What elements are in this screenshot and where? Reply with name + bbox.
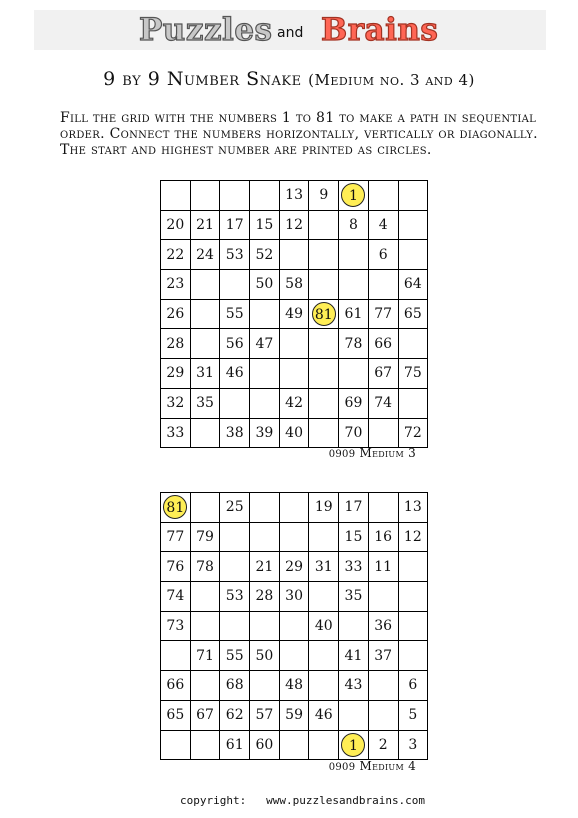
grid-cell[interactable]	[309, 418, 339, 448]
grid-cell[interactable]: 64	[398, 270, 428, 300]
grid-cell[interactable]	[190, 181, 220, 211]
grid-cell[interactable]: 77	[161, 522, 191, 552]
grid-cell[interactable]: 70	[339, 418, 369, 448]
grid-cell[interactable]: 24	[190, 240, 220, 270]
puzzle-grid-medium-3	[160, 180, 428, 448]
grid-cell[interactable]	[279, 730, 309, 760]
grid-cell[interactable]	[309, 210, 339, 240]
circled-number: 1	[341, 733, 365, 757]
grid-cell[interactable]: 36	[368, 611, 398, 641]
grid-cell[interactable]: 12	[279, 210, 309, 240]
grid-cell[interactable]	[309, 388, 339, 418]
grid-cell[interactable]: 21	[250, 552, 280, 582]
grid-cell[interactable]	[161, 181, 191, 211]
grid-cell[interactable]: 48	[279, 671, 309, 701]
grid-cell[interactable]	[220, 611, 250, 641]
grid-cell[interactable]: 3	[398, 730, 428, 760]
grid-cell[interactable]: 52	[250, 240, 280, 270]
grid-cell[interactable]	[309, 582, 339, 612]
circled-number: 1	[341, 183, 365, 207]
grid-cell[interactable]	[368, 181, 398, 211]
grid-cell[interactable]: 79	[190, 522, 220, 552]
grid-cell[interactable]	[368, 700, 398, 730]
grid-cell[interactable]	[220, 522, 250, 552]
grid-cell[interactable]: 42	[279, 388, 309, 418]
grid-cell[interactable]: 17	[339, 493, 369, 523]
grid-cell[interactable]	[250, 611, 280, 641]
grid-cell[interactable]: 29	[161, 359, 191, 389]
grid-cell[interactable]: 11	[368, 552, 398, 582]
grid-cell[interactable]	[190, 611, 220, 641]
grid-row	[161, 329, 428, 359]
grid-cell[interactable]: 4	[368, 210, 398, 240]
grid-cell[interactable]	[339, 611, 369, 641]
grid-cell[interactable]: 57	[250, 700, 280, 730]
grid-cell[interactable]	[250, 522, 280, 552]
grid-cell[interactable]	[309, 359, 339, 389]
grid-cell[interactable]: 41	[339, 641, 369, 671]
grid-cell[interactable]: 46	[309, 700, 339, 730]
grid-cell[interactable]: 53	[220, 582, 250, 612]
grid-cell[interactable]: 20	[161, 210, 191, 240]
grid-cell[interactable]: 22	[161, 240, 191, 270]
puzzle-caption-medium-4	[300, 759, 416, 773]
grid-cell[interactable]: 49	[279, 299, 309, 329]
grid-cell[interactable]	[339, 181, 369, 211]
grid-cell[interactable]	[309, 270, 339, 300]
grid-cell[interactable]	[161, 641, 191, 671]
circled-number: 81	[312, 302, 336, 326]
grid-cell[interactable]: 13	[279, 181, 309, 211]
grid-cell[interactable]: 31	[190, 359, 220, 389]
grid-cell[interactable]: 78	[339, 329, 369, 359]
grid-cell[interactable]	[279, 641, 309, 671]
grid-cell[interactable]: 12	[398, 522, 428, 552]
grid-cell[interactable]	[309, 641, 339, 671]
grid-cell[interactable]	[190, 493, 220, 523]
grid-cell[interactable]: 47	[250, 329, 280, 359]
grid-cell[interactable]: 33	[339, 552, 369, 582]
grid-row	[161, 240, 428, 270]
puzzle-caption-medium-3	[300, 446, 416, 460]
grid-cell[interactable]: 77	[368, 299, 398, 329]
grid-cell[interactable]	[368, 270, 398, 300]
grid-cell[interactable]: 65	[398, 299, 428, 329]
grid-cell[interactable]	[279, 329, 309, 359]
grid-cell[interactable]	[250, 359, 280, 389]
grid-cell[interactable]	[398, 181, 428, 211]
grid-cell[interactable]	[309, 671, 339, 701]
puzzle-label: Medium 3	[359, 446, 416, 460]
logo-and: and	[277, 25, 304, 41]
grid-cell[interactable]: 38	[220, 418, 250, 448]
grid-cell[interactable]: 68	[220, 671, 250, 701]
grid-row	[161, 493, 428, 523]
grid-cell[interactable]	[398, 611, 428, 641]
grid-cell[interactable]: 6	[368, 240, 398, 270]
grid-row	[161, 641, 428, 671]
grid-cell[interactable]	[339, 700, 369, 730]
grid-cell[interactable]: 8	[339, 210, 369, 240]
logo-puzzles: Puzzles	[139, 12, 273, 48]
grid-cell[interactable]: 55	[220, 299, 250, 329]
grid-cell[interactable]	[279, 359, 309, 389]
instruction-line: Fill the grid with the numbers 1 to 81 to make a path in sequential	[60, 110, 537, 126]
grid-cell[interactable]	[279, 611, 309, 641]
grid-cell[interactable]	[309, 299, 339, 329]
grid-cell[interactable]: 50	[250, 641, 280, 671]
grid-row	[161, 359, 428, 389]
grid-cell[interactable]	[161, 493, 191, 523]
instruction-line: order. Connect the numbers horizontally, vertically or diagonally.	[60, 126, 538, 142]
grid-cell[interactable]	[250, 671, 280, 701]
page-title	[0, 68, 578, 90]
grid-cell[interactable]	[309, 730, 339, 760]
copyright-label: copyright:	[180, 794, 247, 807]
grid-cell[interactable]: 15	[339, 522, 369, 552]
grid-cell[interactable]	[190, 418, 220, 448]
grid-cell[interactable]: 59	[279, 700, 309, 730]
grid-cell[interactable]: 32	[161, 388, 191, 418]
grid-cell[interactable]	[190, 582, 220, 612]
grid-cell[interactable]: 35	[339, 582, 369, 612]
grid-row	[161, 611, 428, 641]
grid-cell[interactable]: 28	[161, 329, 191, 359]
grid-cell[interactable]: 55	[220, 641, 250, 671]
grid-row	[161, 299, 428, 329]
grid-cell[interactable]: 69	[339, 388, 369, 418]
grid-cell[interactable]: 40	[279, 418, 309, 448]
grid-cell[interactable]: 25	[220, 493, 250, 523]
grid-row	[161, 730, 428, 760]
grid-cell[interactable]: 65	[161, 700, 191, 730]
grid-cell[interactable]: 50	[250, 270, 280, 300]
grid-cell[interactable]: 78	[190, 552, 220, 582]
grid-cell[interactable]	[398, 329, 428, 359]
grid-cell[interactable]	[398, 582, 428, 612]
grid-cell[interactable]	[161, 730, 191, 760]
title-main: 9 by 9 Number Snake	[103, 68, 302, 90]
grid-cell[interactable]	[190, 299, 220, 329]
grid-cell[interactable]: 31	[309, 552, 339, 582]
grid-cell[interactable]: 61	[220, 730, 250, 760]
grid-cell[interactable]: 43	[339, 671, 369, 701]
grid-cell[interactable]	[398, 388, 428, 418]
grid-cell[interactable]	[339, 240, 369, 270]
grid-cell[interactable]	[309, 240, 339, 270]
instruction-line: The start and highest number are printed as circles.	[60, 142, 432, 158]
grid-cell[interactable]: 46	[220, 359, 250, 389]
grid-cell[interactable]: 21	[190, 210, 220, 240]
grid-cell[interactable]: 26	[161, 299, 191, 329]
grid-cell[interactable]	[339, 730, 369, 760]
grid-cell[interactable]: 61	[339, 299, 369, 329]
puzzle-grid-medium-4	[160, 492, 428, 760]
circled-number: 81	[163, 495, 187, 519]
site-url[interactable]: www.puzzlesandbrains.com	[266, 794, 426, 807]
grid-cell[interactable]: 62	[220, 700, 250, 730]
grid-cell[interactable]: 67	[368, 359, 398, 389]
puzzle-code: 0909	[328, 449, 356, 460]
puzzle-label: Medium 4	[359, 759, 416, 773]
grid-cell[interactable]	[279, 240, 309, 270]
grid-cell[interactable]: 33	[161, 418, 191, 448]
title-sub: (Medium no. 3 and 4)	[308, 71, 475, 89]
grid-row	[161, 671, 428, 701]
grid-row	[161, 582, 428, 612]
grid-cell[interactable]: 40	[309, 611, 339, 641]
grid-cell[interactable]: 19	[309, 493, 339, 523]
grid-cell[interactable]: 39	[250, 418, 280, 448]
grid-cell[interactable]: 5	[398, 700, 428, 730]
copyright-footer	[180, 794, 425, 807]
grid-cell[interactable]: 73	[161, 611, 191, 641]
grid-cell[interactable]: 60	[250, 730, 280, 760]
grid-cell[interactable]: 30	[279, 582, 309, 612]
grid-cell[interactable]: 37	[368, 641, 398, 671]
grid-row	[161, 181, 428, 211]
grid-row	[161, 700, 428, 730]
grid-cell[interactable]: 9	[309, 181, 339, 211]
grid-row	[161, 522, 428, 552]
grid-cell[interactable]: 6	[398, 671, 428, 701]
grid-cell[interactable]	[368, 582, 398, 612]
grid-cell[interactable]	[339, 270, 369, 300]
grid-cell[interactable]: 35	[190, 388, 220, 418]
grid-row	[161, 210, 428, 240]
grid-cell[interactable]	[368, 418, 398, 448]
grid-cell[interactable]	[220, 270, 250, 300]
grid-cell[interactable]: 29	[279, 552, 309, 582]
grid-cell[interactable]	[250, 299, 280, 329]
grid-cell[interactable]: 23	[161, 270, 191, 300]
grid-cell[interactable]	[398, 552, 428, 582]
grid-cell[interactable]: 13	[398, 493, 428, 523]
grid-cell[interactable]: 2	[368, 730, 398, 760]
grid-row	[161, 270, 428, 300]
grid-cell[interactable]	[339, 359, 369, 389]
grid-cell[interactable]	[398, 240, 428, 270]
instructions	[60, 110, 550, 158]
grid-cell[interactable]: 56	[220, 329, 250, 359]
grid-cell[interactable]: 17	[220, 210, 250, 240]
grid-cell[interactable]: 74	[368, 388, 398, 418]
grid-row	[161, 418, 428, 448]
grid-row	[161, 552, 428, 582]
grid-cell[interactable]: 66	[368, 329, 398, 359]
grid-cell[interactable]: 15	[250, 210, 280, 240]
grid-cell[interactable]	[368, 671, 398, 701]
grid-cell[interactable]	[190, 730, 220, 760]
grid-row	[161, 388, 428, 418]
grid-cell[interactable]	[220, 181, 250, 211]
grid-cell[interactable]	[398, 210, 428, 240]
puzzle-code: 0909	[328, 762, 356, 773]
grid-cell[interactable]	[368, 493, 398, 523]
grid-cell[interactable]	[250, 388, 280, 418]
grid-cell[interactable]	[250, 493, 280, 523]
grid-cell[interactable]	[190, 329, 220, 359]
grid-cell[interactable]: 76	[161, 552, 191, 582]
grid-cell[interactable]	[279, 522, 309, 552]
grid-cell[interactable]	[190, 270, 220, 300]
grid-cell[interactable]: 72	[398, 418, 428, 448]
grid-cell[interactable]	[309, 522, 339, 552]
grid-cell[interactable]: 74	[161, 582, 191, 612]
grid-cell[interactable]: 53	[220, 240, 250, 270]
grid-cell[interactable]	[250, 181, 280, 211]
grid-cell[interactable]	[190, 671, 220, 701]
grid-cell[interactable]: 66	[161, 671, 191, 701]
grid-cell[interactable]	[220, 552, 250, 582]
grid-cell[interactable]	[279, 493, 309, 523]
grid-cell[interactable]: 28	[250, 582, 280, 612]
grid-cell[interactable]: 16	[368, 522, 398, 552]
grid-cell[interactable]	[398, 641, 428, 671]
grid-cell[interactable]	[309, 329, 339, 359]
grid-cell[interactable]: 71	[190, 641, 220, 671]
grid-cell[interactable]: 58	[279, 270, 309, 300]
grid-cell[interactable]: 67	[190, 700, 220, 730]
grid-cell[interactable]	[220, 388, 250, 418]
logo-brains: Brains	[321, 12, 439, 48]
grid-cell[interactable]: 75	[398, 359, 428, 389]
